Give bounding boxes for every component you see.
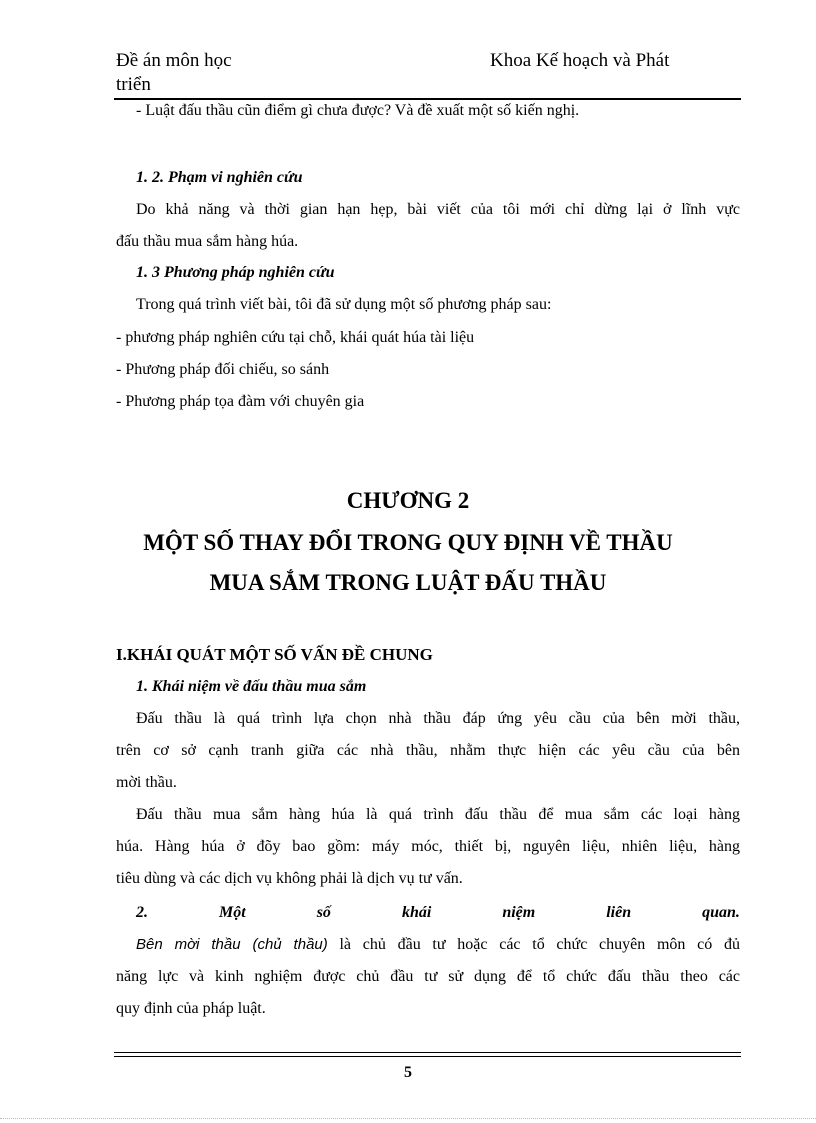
heading-word: khái bbox=[401, 904, 432, 921]
body-line: - Luật đấu thầu cũn điểm gì chưa được? Và đề xuất một số kiến nghị. bbox=[136, 102, 580, 119]
paragraph-line: quy định của pháp luật. bbox=[116, 1000, 266, 1017]
paragraph-line: tiêu dùng và các dịch vụ không phải là dịch vụ tư vấn. bbox=[116, 870, 463, 887]
footer-rule bbox=[114, 1056, 741, 1057]
heading-word: 2. bbox=[136, 904, 148, 921]
page-break-marker bbox=[0, 1118, 816, 1119]
paragraph-line: Đấu thầu là quá trình lựa chọn nhà thầu đáp ứng yêu cầu của bên mời thầu, bbox=[136, 710, 740, 727]
method-list-item: - Phương pháp tọa đàm với chuyên gia bbox=[116, 393, 365, 410]
section-heading: I.KHÁI QUÁT MỘT SỐ VẤN ĐỀ CHUNG bbox=[116, 645, 433, 664]
paragraph-line: Đấu thầu mua sắm hàng húa là quá trình đấu thầu để mua sắm các loại hàng bbox=[136, 806, 740, 823]
chapter-title-line: MUA SẮM TRONG LUẬT ĐẤU THẦU bbox=[209, 570, 607, 595]
subheading-related-concepts bbox=[116, 902, 740, 924]
header-course-title-cont: triển bbox=[116, 74, 151, 95]
paragraph-line bbox=[116, 934, 740, 956]
term-definition: là chủ đầu tư hoặc các tổ chức chuyên môn có đủ bbox=[327, 936, 740, 953]
header-course-title: Đề án môn học bbox=[116, 50, 232, 71]
header-faculty: Khoa Kế hoạch và Phát bbox=[490, 50, 670, 71]
method-list-item: - phương pháp nghiên cứu tại chỗ, khái quát húa tài liệu bbox=[116, 329, 475, 346]
subheading-method: 1. 3 Phương pháp nghiên cứu bbox=[136, 264, 335, 281]
scope-paragraph-line: Do khả năng và thời gian hạn hẹp, bài viết của tôi mới chỉ dừng lại ở lĩnh vực bbox=[136, 201, 740, 218]
chapter-number: CHƯƠNG 2 bbox=[346, 488, 470, 513]
footer-rule bbox=[114, 1052, 741, 1053]
header-left bbox=[116, 49, 316, 97]
heading-word: liên bbox=[606, 904, 632, 921]
chapter-title-line: MỘT SỐ THAY ĐỔI TRONG QUY ĐỊNH VỀ THẦU bbox=[143, 530, 673, 555]
heading-word: Một bbox=[219, 904, 246, 921]
heading-word: niệm bbox=[502, 904, 536, 921]
paragraph-line: húa. Hàng húa ở đõy bao gồm: máy móc, thiết bị, nguyên liệu, nhiên liệu, hàng bbox=[116, 838, 740, 855]
method-list-item: - Phương pháp đối chiếu, so sánh bbox=[116, 361, 330, 378]
heading-word: số bbox=[316, 904, 331, 921]
subheading-scope: 1. 2. Phạm vi nghiên cứu bbox=[136, 169, 303, 186]
paragraph-line: mời thầu. bbox=[116, 774, 177, 791]
paragraph-line: năng lực và kinh nghiệm được chủ đầu tư sử dụng để tổ chức đấu thầu theo các bbox=[116, 968, 740, 985]
page-number: 5 bbox=[404, 1064, 412, 1081]
subheading-concept: 1. Khái niệm về đấu thầu mua sắm bbox=[136, 678, 367, 695]
heading-word: quan. bbox=[702, 904, 740, 921]
method-intro: Trong quá trình viết bài, tôi đã sử dụng một số phương pháp sau: bbox=[136, 296, 552, 313]
term-emphasis: Bên mời thầu (chủ thầu) bbox=[136, 936, 328, 953]
paragraph-line: trên cơ sở cạnh tranh giữa các nhà thầu, nhằm thực hiện các yêu cầu của bên bbox=[116, 742, 740, 759]
scope-paragraph-line: đấu thầu mua sắm hàng húa. bbox=[116, 233, 299, 250]
